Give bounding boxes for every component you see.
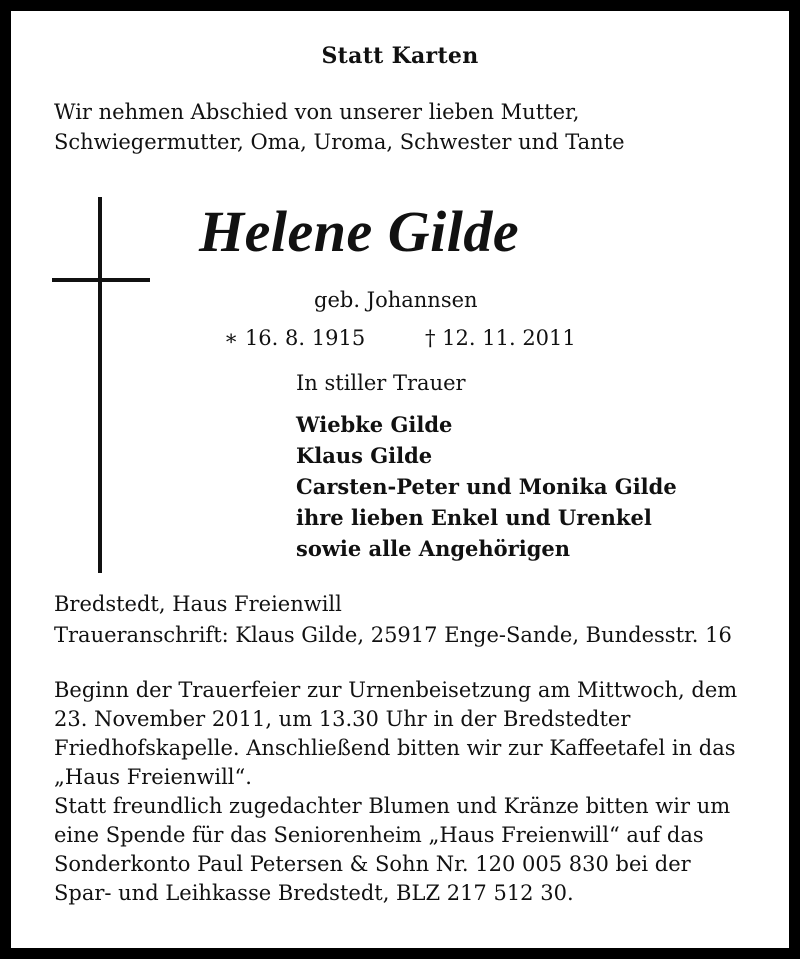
cross-bar: [52, 278, 150, 282]
cross-icon: [98, 197, 102, 573]
condolence-address: Traueranschrift: Klaus Gilde, 25917 Enge-Sande, Bundesstr. 16: [54, 623, 732, 647]
mourners-list: [296, 409, 677, 564]
death-date: † 12. 11. 2011: [425, 326, 576, 350]
service-block: [54, 676, 754, 908]
mourner-name: Carsten-Peter und Monika Gilde: [296, 474, 677, 499]
obituary-notice: [11, 11, 789, 948]
mourner-name: ihre lieben Enkel und Urenkel: [296, 505, 652, 530]
mourner-name: Klaus Gilde: [296, 443, 433, 468]
maiden-name: geb. Johannsen: [314, 288, 478, 312]
mourning-line: In stiller Trauer: [296, 371, 466, 395]
mourner-name: sowie alle Angehörigen: [296, 536, 571, 561]
donation-paragraph: Statt freundlich zugedachter Blumen und Kränze bitten wir um eine Spende für das Seniorenheim „Haus Freienwill“ auf das Sonderkonto Paul Petersen & Sohn Nr. 120 005 830 bei der Spar- und Leihkasse Bredstedt, BLZ 217 512 30.: [54, 794, 731, 905]
mourner-name: Wiebke Gilde: [296, 412, 453, 437]
address-block: [54, 589, 732, 651]
intro-text: Wir nehmen Abschied von unserer lieben Mutter, Schwiegermutter, Oma, Uroma, Schwester und Tante: [54, 100, 625, 154]
deceased-name: Helene Gilde: [199, 199, 520, 264]
service-paragraph: Beginn der Trauerfeier zur Urnenbeisetzung am Mittwoch, dem 23. November 2011, um 13.30 Uhr in der Bredstedter Friedhofskapelle. Anschließend bitten wir zur Kaffeetafel in das „Haus Freienwill“.: [54, 678, 738, 789]
place-line: Bredstedt, Haus Freienwill: [54, 592, 342, 616]
birth-date: ∗ 16. 8. 1915: [224, 326, 366, 350]
notice-heading: Statt Karten: [321, 43, 479, 69]
